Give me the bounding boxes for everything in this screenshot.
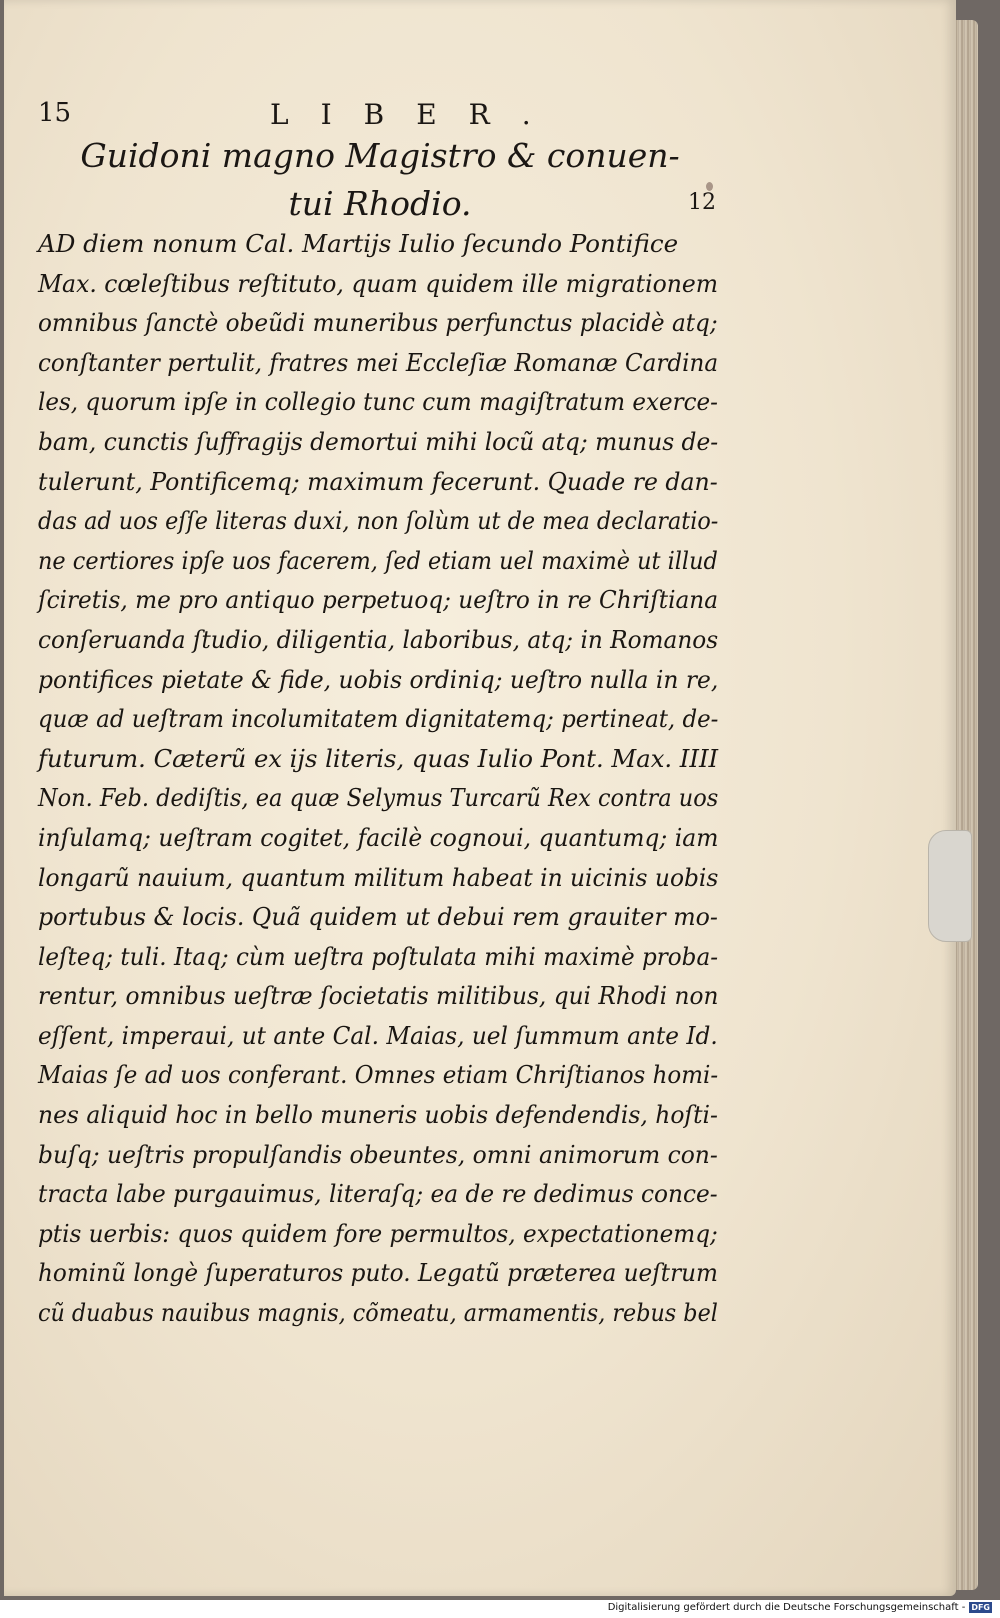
text-line: longarũ nauium, quantum militum habeat in uicinis uobis xyxy=(38,862,719,892)
text-line: conſtanter pertulit, fratres mei Eccleſiæ Romanæ Cardina xyxy=(38,347,719,377)
text-line: cũ duabus nauibus magnis, cõmeatu, armamentis, rebus bel xyxy=(38,1298,718,1328)
text-line: hominũ longè ſuperaturos puto. Legatũ præterea ueſtrum xyxy=(38,1258,719,1288)
text-line: ſciretis, me pro antiquo perpetuoq; ueſtro in re Chriſtiana xyxy=(38,585,719,615)
text-line: Maias ſe ad uos conferant. Omnes etiam Chriſtianos homi- xyxy=(38,1060,719,1090)
credit-text: Digitalisierung gefördert durch die Deutsche Forschungsgemeinschaft - xyxy=(607,1601,966,1613)
text-line: bam, cunctis ſuffragijs demortui mihi locũ atq; munus de- xyxy=(38,426,719,456)
text-line: ptis uerbis: quos quidem fore permultos, expectationemq; xyxy=(38,1218,718,1248)
digitization-credit xyxy=(608,1600,992,1614)
text-line: conſeruanda ſtudio, diligentia, laboribus, atq; in Romanos xyxy=(38,624,719,654)
text-line: leſteq; tuli. Itaq; cùm ueſtra poſtulata mihi maximè proba- xyxy=(38,941,719,971)
text-line: buſq; ueſtris propulſandis obeuntes, omni animorum con- xyxy=(38,1139,718,1169)
body-text xyxy=(38,224,718,1333)
text-line: pontifices pietate & fide, uobis ordiniq; ueſtro nulla in re, xyxy=(38,664,719,694)
text-line: AD diem nonum Cal. Martijs Iulio ſecundo Pontifice xyxy=(38,229,679,258)
text-line: inſulamq; ueſtram cogitet, facilè cognoui, quantumq; iam xyxy=(38,822,719,852)
dfg-logo: DFG xyxy=(971,1602,990,1612)
text-line: quæ ad ueſtram incolumitatem dignitatemq; pertineat, de- xyxy=(38,704,719,734)
folio-number-left: 15 xyxy=(38,98,72,128)
page-clip xyxy=(928,830,972,942)
text-line: eſſent, imperaui, ut ante Cal. Maias, uel ſummum ante Id. xyxy=(38,1020,718,1050)
heading-line: Guidoni magno Magistro & conuen- xyxy=(80,136,680,175)
text-line: ne certiores ipſe uos facerem, ſed etiam uel maximè ut illud xyxy=(38,545,718,575)
text-line: tracta labe purgauimus, literaſq; ea de re dedimus conce- xyxy=(38,1179,718,1209)
text-line: Non. Feb. dediſtis, ea quæ Selymus Turcarũ Rex contra uos xyxy=(38,783,719,813)
heading-line: tui Rhodio. xyxy=(288,184,472,223)
letter-number: 12 xyxy=(688,190,716,215)
text-line: futurum. Cæterũ ex ijs literis, quas Iulio Pont. Max. IIII xyxy=(38,743,719,773)
text-line: portubus & locis. Quã quidem ut debui rem grauiter mo- xyxy=(38,902,718,932)
text-line: das ad uos eſſe literas duxi, non ſolùm ut de mea declaratio- xyxy=(38,506,719,536)
text-line: les, quorum ipſe in collegio tunc cum magiſtratum exerce- xyxy=(38,387,718,417)
text-line: tulerunt, Pontificemq; maximum fecerunt. Quade re dan- xyxy=(38,466,718,496)
letter-heading xyxy=(40,132,720,228)
running-title: LIBER. xyxy=(270,98,563,131)
text-line: rentur, omnibus ueſtræ ſocietatis militibus, qui Rhodi non xyxy=(38,981,719,1011)
text-line: Max. cœleſtibus reſtituto, quam quidem ille migrationem xyxy=(38,268,719,298)
text-line: nes aliquid hoc in bello muneris uobis defendendis, hoſti- xyxy=(38,1100,718,1130)
text-line: omnibus ſanctè obeũdi muneribus perfunctus placidè atq; xyxy=(38,308,718,338)
